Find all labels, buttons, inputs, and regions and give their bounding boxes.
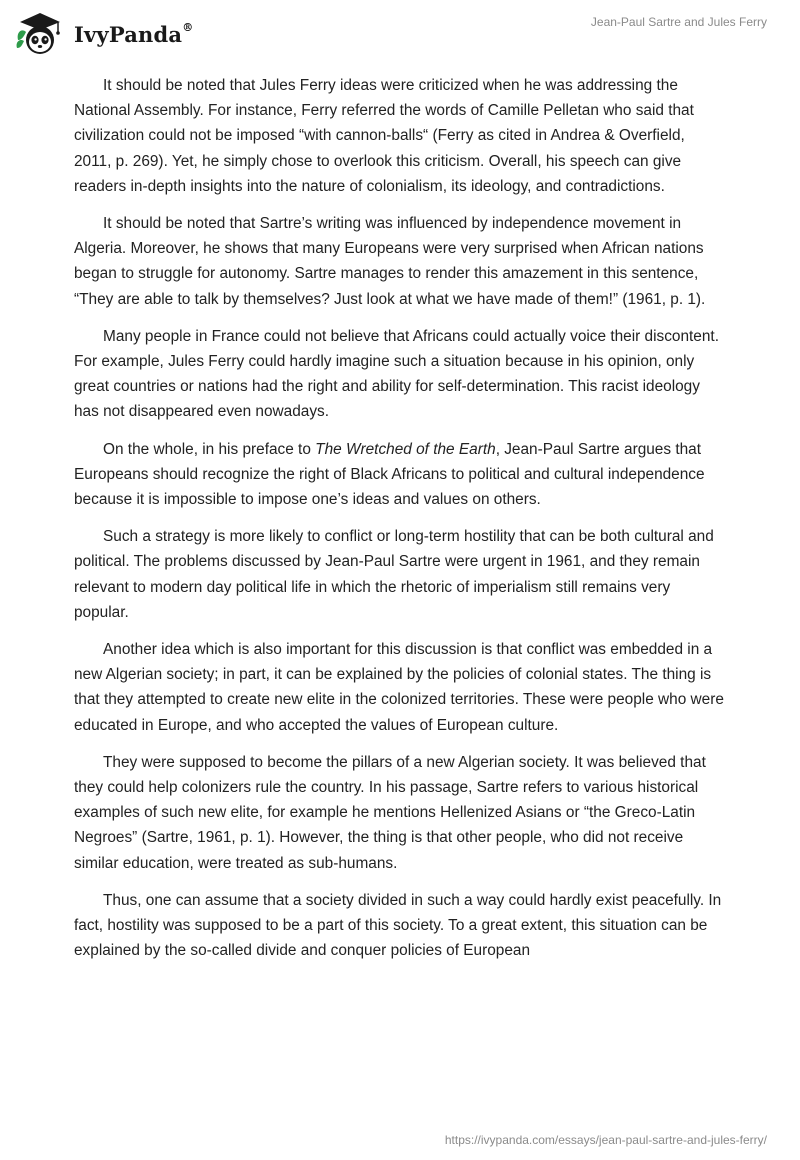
- paragraph: It should be noted that Sartre’s writing was influenced by independence movement in Algeria. Moreover, he shows that many Europeans were very surprised when African nations began to struggle for autonomy. Sartre manages to render this amazement in this sentence, “They are able to talk by themselves? Just look at what we have made of them!” (1961, p. 1).: [74, 215, 706, 308]
- ivypanda-logo[interactable]: [14, 10, 193, 58]
- document-title: Jean-Paul Sartre and Jules Ferry: [590, 15, 767, 29]
- paragraph-text: , Jean-Paul Sartre argues that Europeans should recognize the right of Black Africans to political and cultural independence because it is impossible to impose one’s ideas and values on others.: [74, 440, 705, 509]
- brand-text: IvyPanda: [74, 21, 183, 47]
- paragraph-text: On the whole, in his preface to: [103, 440, 316, 458]
- book-title: The Wretched of the Earth: [315, 440, 496, 458]
- brand-name: [74, 22, 193, 47]
- paragraph: Another idea which is also important for this discussion is that conflict was embedded in a new Algerian society; in part, it can be explained by the policies of colonial states. The thing is that they attempted to create new elite in the colonized territories. These were people who were educated in Europe, and who accepted the values of European culture.: [74, 641, 724, 734]
- page-header: [0, 0, 800, 70]
- panda-graduation-icon: [14, 10, 66, 58]
- paragraph: Such a strategy is more likely to conflict or long-term hostility that can be both cultural and political. The problems discussed by Jean-Paul Sartre were urgent in 1961, and they remain relevant to modern day political life in which the rhetoric of imperialism still remains very popular.: [74, 528, 714, 621]
- essay-body: [74, 73, 724, 976]
- paragraph: They were supposed to become the pillars of a new Algerian society. It was believed that they could help colonizers rule the country. In his passage, Sartre refers to various historical examples of such new elite, for example he mentions Hellenized Asians or “the Greco-Latin Negroes” (Sartre, 1961, p. 1). However, the thing is that other people, who did not receive similar education, were treated as sub-humans.: [74, 753, 706, 872]
- paragraph: Many people in France could not believe that Africans could actually voice their discontent. For example, Jules Ferry could hardly imagine such a situation because in his opinion, only great countries or nations had the right and ability for self-determination. This racist ideology has not disappeared even nowadays.: [74, 327, 719, 421]
- paragraph: It should be noted that Jules Ferry ideas were criticized when he was addressing the National Assembly. For instance, Ferry referred the words of Camille Pelletan who said that civilization could not be imposed “with cannon-balls“ (Ferry as cited in Andrea & Overfield, 2011, p. 269). Yet, he simply chose to overlook this criticism. Overall, his speech can give readers in-depth insights into the nature of colonialism, its ideology, and contradictions.: [74, 77, 694, 195]
- paragraph: Thus, one can assume that a society divided in such a way could hardly exist peacefully. In fact, hostility was supposed to be a part of this society. To a great extent, this situation can be explained by the so-called divide and conquer policies of European: [74, 891, 722, 960]
- source-url[interactable]: https://ivypanda.com/essays/jean-paul-sartre-and-jules-ferry/: [444, 1133, 767, 1147]
- registered-mark: ®: [182, 20, 194, 34]
- paragraph: [74, 437, 724, 513]
